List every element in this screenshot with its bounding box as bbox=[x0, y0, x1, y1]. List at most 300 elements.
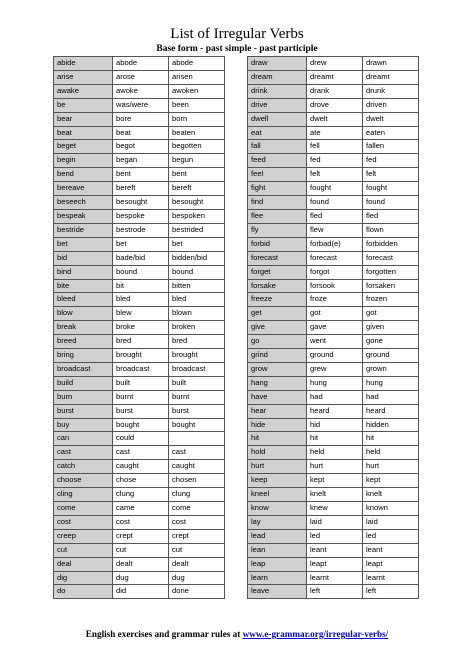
past-simple-cell: crept bbox=[113, 529, 169, 543]
base-form-cell: breed bbox=[54, 335, 113, 349]
base-form-cell: begin bbox=[54, 154, 113, 168]
past-participle-cell: fled bbox=[363, 209, 419, 223]
past-simple-cell: fed bbox=[307, 154, 363, 168]
base-form-cell: kneel bbox=[248, 488, 307, 502]
base-form-cell: bestride bbox=[54, 223, 113, 237]
past-simple-cell: dug bbox=[113, 571, 169, 585]
base-form-cell: dig bbox=[54, 571, 113, 585]
base-form-cell: bend bbox=[54, 168, 113, 182]
past-participle-cell: laid bbox=[363, 515, 419, 529]
verb-row bbox=[248, 70, 419, 84]
verb-row bbox=[248, 126, 419, 140]
past-participle-cell: bet bbox=[169, 237, 225, 251]
verb-row bbox=[54, 168, 225, 182]
past-simple-cell: bent bbox=[113, 168, 169, 182]
past-participle-cell: built bbox=[169, 376, 225, 390]
base-form-cell: bind bbox=[54, 265, 113, 279]
past-simple-cell: felt bbox=[307, 168, 363, 182]
past-simple-cell: froze bbox=[307, 293, 363, 307]
verb-row bbox=[248, 515, 419, 529]
base-form-cell: leap bbox=[248, 557, 307, 571]
past-participle-cell: left bbox=[363, 585, 419, 599]
past-simple-cell: ground bbox=[307, 349, 363, 363]
base-form-cell: bear bbox=[54, 112, 113, 126]
past-participle-cell: bent bbox=[169, 168, 225, 182]
base-form-cell: grow bbox=[248, 362, 307, 376]
past-participle-cell: cut bbox=[169, 543, 225, 557]
past-simple-cell: besought bbox=[113, 196, 169, 210]
base-form-cell: deal bbox=[54, 557, 113, 571]
past-simple-cell: hurt bbox=[307, 460, 363, 474]
past-simple-cell: got bbox=[307, 307, 363, 321]
past-simple-cell: blew bbox=[113, 307, 169, 321]
past-participle-cell: fallen bbox=[363, 140, 419, 154]
past-participle-cell: crept bbox=[169, 529, 225, 543]
past-participle-cell: cost bbox=[169, 515, 225, 529]
past-participle-cell: heard bbox=[363, 404, 419, 418]
base-form-cell: build bbox=[54, 376, 113, 390]
past-participle-cell: besought bbox=[169, 196, 225, 210]
past-participle-cell: knelt bbox=[363, 488, 419, 502]
verb-row bbox=[54, 209, 225, 223]
past-participle-cell: ground bbox=[363, 349, 419, 363]
past-participle-cell bbox=[169, 432, 225, 446]
base-form-cell: lay bbox=[248, 515, 307, 529]
past-simple-cell: could bbox=[113, 432, 169, 446]
verb-row bbox=[54, 279, 225, 293]
base-form-cell: burst bbox=[54, 404, 113, 418]
past-participle-cell: dreamt bbox=[363, 70, 419, 84]
base-form-cell: bid bbox=[54, 251, 113, 265]
past-participle-cell: bound bbox=[169, 265, 225, 279]
past-simple-cell: forsook bbox=[307, 279, 363, 293]
past-simple-cell: burst bbox=[113, 404, 169, 418]
verb-row bbox=[54, 488, 225, 502]
base-form-cell: cling bbox=[54, 488, 113, 502]
past-participle-cell: abode bbox=[169, 57, 225, 71]
base-form-cell: be bbox=[54, 98, 113, 112]
verb-row bbox=[54, 307, 225, 321]
base-form-cell: bleed bbox=[54, 293, 113, 307]
verb-row bbox=[54, 321, 225, 335]
base-form-cell: cut bbox=[54, 543, 113, 557]
verb-row bbox=[248, 571, 419, 585]
past-simple-cell: bade/bid bbox=[113, 251, 169, 265]
past-simple-cell: kept bbox=[307, 474, 363, 488]
verb-row bbox=[248, 140, 419, 154]
past-participle-cell: clung bbox=[169, 488, 225, 502]
past-participle-cell: arisen bbox=[169, 70, 225, 84]
base-form-cell: bet bbox=[54, 237, 113, 251]
past-participle-cell: done bbox=[169, 585, 225, 599]
base-form-cell: forbid bbox=[248, 237, 307, 251]
base-form-cell: find bbox=[248, 196, 307, 210]
verb-row bbox=[248, 390, 419, 404]
past-simple-cell: dealt bbox=[113, 557, 169, 571]
verb-row bbox=[54, 98, 225, 112]
past-participle-cell: driven bbox=[363, 98, 419, 112]
past-participle-cell: been bbox=[169, 98, 225, 112]
past-simple-cell: knelt bbox=[307, 488, 363, 502]
base-form-cell: hurt bbox=[248, 460, 307, 474]
base-form-cell: bereave bbox=[54, 182, 113, 196]
past-participle-cell: hurt bbox=[363, 460, 419, 474]
base-form-cell: hide bbox=[248, 418, 307, 432]
verb-row bbox=[248, 349, 419, 363]
past-participle-cell: kept bbox=[363, 474, 419, 488]
footer-link[interactable]: www.e-grammar.org/irregular-verbs/ bbox=[242, 629, 389, 639]
base-form-cell: buy bbox=[54, 418, 113, 432]
past-simple-cell: knew bbox=[307, 502, 363, 516]
past-simple-cell: built bbox=[113, 376, 169, 390]
past-participle-cell: bidden/bid bbox=[169, 251, 225, 265]
past-simple-cell: heard bbox=[307, 404, 363, 418]
past-participle-cell: born bbox=[169, 112, 225, 126]
base-form-cell: do bbox=[54, 585, 113, 599]
past-simple-cell: dreamt bbox=[307, 70, 363, 84]
verb-row bbox=[54, 404, 225, 418]
base-form-cell: dream bbox=[248, 70, 307, 84]
verb-row bbox=[54, 265, 225, 279]
past-participle-cell: burst bbox=[169, 404, 225, 418]
past-participle-cell: eaten bbox=[363, 126, 419, 140]
past-participle-cell: bought bbox=[169, 418, 225, 432]
verb-row bbox=[54, 335, 225, 349]
past-simple-cell: clung bbox=[113, 488, 169, 502]
past-participle-cell: flown bbox=[363, 223, 419, 237]
past-simple-cell: laid bbox=[307, 515, 363, 529]
past-participle-cell: forbidden bbox=[363, 237, 419, 251]
base-form-cell: have bbox=[248, 390, 307, 404]
past-participle-cell: begotten bbox=[169, 140, 225, 154]
base-form-cell: hear bbox=[248, 404, 307, 418]
verb-row bbox=[54, 182, 225, 196]
past-participle-cell: found bbox=[363, 196, 419, 210]
verb-row bbox=[54, 446, 225, 460]
verb-row bbox=[54, 585, 225, 599]
page-subtitle: Base form - past simple - past participle bbox=[156, 44, 318, 54]
verb-row bbox=[248, 585, 419, 599]
verb-row bbox=[54, 293, 225, 307]
verb-row bbox=[54, 349, 225, 363]
base-form-cell: beget bbox=[54, 140, 113, 154]
verb-row bbox=[248, 557, 419, 571]
verb-row bbox=[248, 362, 419, 376]
base-form-cell: cast bbox=[54, 446, 113, 460]
page-title: List of Irregular Verbs bbox=[170, 26, 304, 42]
past-simple-cell: drove bbox=[307, 98, 363, 112]
past-simple-cell: bled bbox=[113, 293, 169, 307]
past-participle-cell: led bbox=[363, 529, 419, 543]
verb-row bbox=[54, 376, 225, 390]
past-simple-cell: went bbox=[307, 335, 363, 349]
past-simple-cell: forbad(e) bbox=[307, 237, 363, 251]
past-participle-cell: blown bbox=[169, 307, 225, 321]
past-participle-cell: caught bbox=[169, 460, 225, 474]
past-simple-cell: did bbox=[113, 585, 169, 599]
past-simple-cell: hit bbox=[307, 432, 363, 446]
verb-table-right bbox=[247, 56, 419, 599]
base-form-cell: drink bbox=[248, 84, 307, 98]
past-simple-cell: cast bbox=[113, 446, 169, 460]
verb-table-left bbox=[53, 56, 225, 599]
verb-row bbox=[54, 57, 225, 71]
verb-row bbox=[248, 223, 419, 237]
past-participle-cell: brought bbox=[169, 349, 225, 363]
verb-row bbox=[248, 529, 419, 543]
verb-row bbox=[248, 474, 419, 488]
base-form-cell: eat bbox=[248, 126, 307, 140]
verb-row bbox=[54, 390, 225, 404]
past-participle-cell: forecast bbox=[363, 251, 419, 265]
verb-row bbox=[54, 418, 225, 432]
past-simple-cell: bet bbox=[113, 237, 169, 251]
base-form-cell: beseech bbox=[54, 196, 113, 210]
base-form-cell: fly bbox=[248, 223, 307, 237]
verb-row bbox=[248, 404, 419, 418]
verb-row bbox=[54, 112, 225, 126]
past-participle-cell: had bbox=[363, 390, 419, 404]
past-participle-cell: bespoken bbox=[169, 209, 225, 223]
past-participle-cell: leant bbox=[363, 543, 419, 557]
base-form-cell: forecast bbox=[248, 251, 307, 265]
verb-row bbox=[248, 112, 419, 126]
past-simple-cell: hung bbox=[307, 376, 363, 390]
past-participle-cell: drunk bbox=[363, 84, 419, 98]
past-simple-cell: beat bbox=[113, 126, 169, 140]
past-simple-cell: hid bbox=[307, 418, 363, 432]
past-simple-cell: burnt bbox=[113, 390, 169, 404]
base-form-cell: hold bbox=[248, 446, 307, 460]
base-form-cell: forsake bbox=[248, 279, 307, 293]
verb-row bbox=[54, 84, 225, 98]
base-form-cell: flee bbox=[248, 209, 307, 223]
past-simple-cell: fled bbox=[307, 209, 363, 223]
past-participle-cell: learnt bbox=[363, 571, 419, 585]
past-simple-cell: led bbox=[307, 529, 363, 543]
past-participle-cell: known bbox=[363, 502, 419, 516]
past-participle-cell: dwelt bbox=[363, 112, 419, 126]
past-simple-cell: grew bbox=[307, 362, 363, 376]
past-simple-cell: bespoke bbox=[113, 209, 169, 223]
past-participle-cell: cast bbox=[169, 446, 225, 460]
base-form-cell: feel bbox=[248, 168, 307, 182]
base-form-cell: choose bbox=[54, 474, 113, 488]
past-participle-cell: grown bbox=[363, 362, 419, 376]
past-participle-cell: dealt bbox=[169, 557, 225, 571]
verb-row bbox=[54, 432, 225, 446]
past-participle-cell: chosen bbox=[169, 474, 225, 488]
past-participle-cell: dug bbox=[169, 571, 225, 585]
past-participle-cell: broadcast bbox=[169, 362, 225, 376]
verb-row bbox=[248, 57, 419, 71]
base-form-cell: give bbox=[248, 321, 307, 335]
verb-row bbox=[54, 460, 225, 474]
base-form-cell: hang bbox=[248, 376, 307, 390]
past-simple-cell: abode bbox=[113, 57, 169, 71]
past-participle-cell: bestrided bbox=[169, 223, 225, 237]
verb-row bbox=[54, 140, 225, 154]
base-form-cell: know bbox=[248, 502, 307, 516]
past-simple-cell: cost bbox=[113, 515, 169, 529]
verb-row bbox=[248, 293, 419, 307]
base-form-cell: drive bbox=[248, 98, 307, 112]
past-simple-cell: broke bbox=[113, 321, 169, 335]
past-simple-cell: bought bbox=[113, 418, 169, 432]
past-simple-cell: bore bbox=[113, 112, 169, 126]
past-simple-cell: bestrode bbox=[113, 223, 169, 237]
base-form-cell: catch bbox=[54, 460, 113, 474]
verb-row bbox=[248, 168, 419, 182]
base-form-cell: lead bbox=[248, 529, 307, 543]
verb-row bbox=[248, 321, 419, 335]
past-simple-cell: bereft bbox=[113, 182, 169, 196]
past-participle-cell: burnt bbox=[169, 390, 225, 404]
base-form-cell: draw bbox=[248, 57, 307, 71]
base-form-cell: abide bbox=[54, 57, 113, 71]
base-form-cell: hit bbox=[248, 432, 307, 446]
base-form-cell: broadcast bbox=[54, 362, 113, 376]
base-form-cell: keep bbox=[248, 474, 307, 488]
verb-row bbox=[248, 307, 419, 321]
base-form-cell: cost bbox=[54, 515, 113, 529]
past-participle-cell: hung bbox=[363, 376, 419, 390]
past-participle-cell: forsaken bbox=[363, 279, 419, 293]
verb-row bbox=[54, 474, 225, 488]
past-participle-cell: awoken bbox=[169, 84, 225, 98]
base-form-cell: freeze bbox=[248, 293, 307, 307]
verb-row bbox=[54, 543, 225, 557]
past-simple-cell: broadcast bbox=[113, 362, 169, 376]
past-simple-cell: found bbox=[307, 196, 363, 210]
past-participle-cell: frozen bbox=[363, 293, 419, 307]
verb-row bbox=[248, 209, 419, 223]
verb-row bbox=[54, 502, 225, 516]
base-form-cell: learn bbox=[248, 571, 307, 585]
base-form-cell: lean bbox=[248, 543, 307, 557]
verb-row bbox=[248, 154, 419, 168]
past-participle-cell: bred bbox=[169, 335, 225, 349]
past-participle-cell: leapt bbox=[363, 557, 419, 571]
base-form-cell: creep bbox=[54, 529, 113, 543]
verb-row bbox=[248, 237, 419, 251]
footer-text: English exercises and grammar rules at bbox=[85, 629, 243, 639]
base-form-cell: burn bbox=[54, 390, 113, 404]
past-simple-cell: was/were bbox=[113, 98, 169, 112]
verb-row bbox=[54, 70, 225, 84]
past-simple-cell: forgot bbox=[307, 265, 363, 279]
verb-row bbox=[54, 251, 225, 265]
past-simple-cell: gave bbox=[307, 321, 363, 335]
verb-row bbox=[54, 196, 225, 210]
base-form-cell: grind bbox=[248, 349, 307, 363]
past-participle-cell: begun bbox=[169, 154, 225, 168]
past-simple-cell: brought bbox=[113, 349, 169, 363]
base-form-cell: awake bbox=[54, 84, 113, 98]
verb-row bbox=[248, 196, 419, 210]
verb-row bbox=[248, 376, 419, 390]
past-participle-cell: held bbox=[363, 446, 419, 460]
past-simple-cell: drank bbox=[307, 84, 363, 98]
past-simple-cell: fought bbox=[307, 182, 363, 196]
past-participle-cell: hit bbox=[363, 432, 419, 446]
verb-row bbox=[54, 237, 225, 251]
past-simple-cell: leant bbox=[307, 543, 363, 557]
past-simple-cell: bound bbox=[113, 265, 169, 279]
base-form-cell: come bbox=[54, 502, 113, 516]
verb-row bbox=[54, 223, 225, 237]
verb-row bbox=[54, 362, 225, 376]
base-form-cell: arise bbox=[54, 70, 113, 84]
base-form-cell: bring bbox=[54, 349, 113, 363]
past-participle-cell: got bbox=[363, 307, 419, 321]
past-simple-cell: caught bbox=[113, 460, 169, 474]
base-form-cell: dwell bbox=[248, 112, 307, 126]
past-participle-cell: drawn bbox=[363, 57, 419, 71]
base-form-cell: blow bbox=[54, 307, 113, 321]
verb-row bbox=[248, 432, 419, 446]
past-participle-cell: felt bbox=[363, 168, 419, 182]
verb-row bbox=[248, 279, 419, 293]
past-simple-cell: held bbox=[307, 446, 363, 460]
past-participle-cell: gone bbox=[363, 335, 419, 349]
verb-row bbox=[54, 571, 225, 585]
past-simple-cell: had bbox=[307, 390, 363, 404]
past-simple-cell: learnt bbox=[307, 571, 363, 585]
past-simple-cell: arose bbox=[113, 70, 169, 84]
past-participle-cell: forgotten bbox=[363, 265, 419, 279]
past-simple-cell: drew bbox=[307, 57, 363, 71]
past-participle-cell: bitten bbox=[169, 279, 225, 293]
base-form-cell: fight bbox=[248, 182, 307, 196]
past-simple-cell: begot bbox=[113, 140, 169, 154]
past-simple-cell: bred bbox=[113, 335, 169, 349]
verb-row bbox=[248, 460, 419, 474]
base-form-cell: can bbox=[54, 432, 113, 446]
verb-row bbox=[54, 126, 225, 140]
past-participle-cell: broken bbox=[169, 321, 225, 335]
past-participle-cell: fed bbox=[363, 154, 419, 168]
past-simple-cell: dwelt bbox=[307, 112, 363, 126]
page-footer bbox=[0, 629, 474, 639]
base-form-cell: go bbox=[248, 335, 307, 349]
past-simple-cell: fell bbox=[307, 140, 363, 154]
past-participle-cell: come bbox=[169, 502, 225, 516]
base-form-cell: break bbox=[54, 321, 113, 335]
past-simple-cell: left bbox=[307, 585, 363, 599]
past-simple-cell: bit bbox=[113, 279, 169, 293]
base-form-cell: beat bbox=[54, 126, 113, 140]
past-participle-cell: given bbox=[363, 321, 419, 335]
verb-row bbox=[248, 182, 419, 196]
verb-row bbox=[248, 251, 419, 265]
base-form-cell: forget bbox=[248, 265, 307, 279]
verb-row bbox=[248, 265, 419, 279]
base-form-cell: fall bbox=[248, 140, 307, 154]
past-participle-cell: fought bbox=[363, 182, 419, 196]
past-simple-cell: chose bbox=[113, 474, 169, 488]
past-simple-cell: began bbox=[113, 154, 169, 168]
past-simple-cell: forecast bbox=[307, 251, 363, 265]
past-participle-cell: hidden bbox=[363, 418, 419, 432]
verb-row bbox=[248, 543, 419, 557]
verb-row bbox=[248, 446, 419, 460]
past-simple-cell: cut bbox=[113, 543, 169, 557]
past-participle-cell: bled bbox=[169, 293, 225, 307]
verb-row bbox=[248, 84, 419, 98]
past-simple-cell: came bbox=[113, 502, 169, 516]
verb-row bbox=[54, 557, 225, 571]
